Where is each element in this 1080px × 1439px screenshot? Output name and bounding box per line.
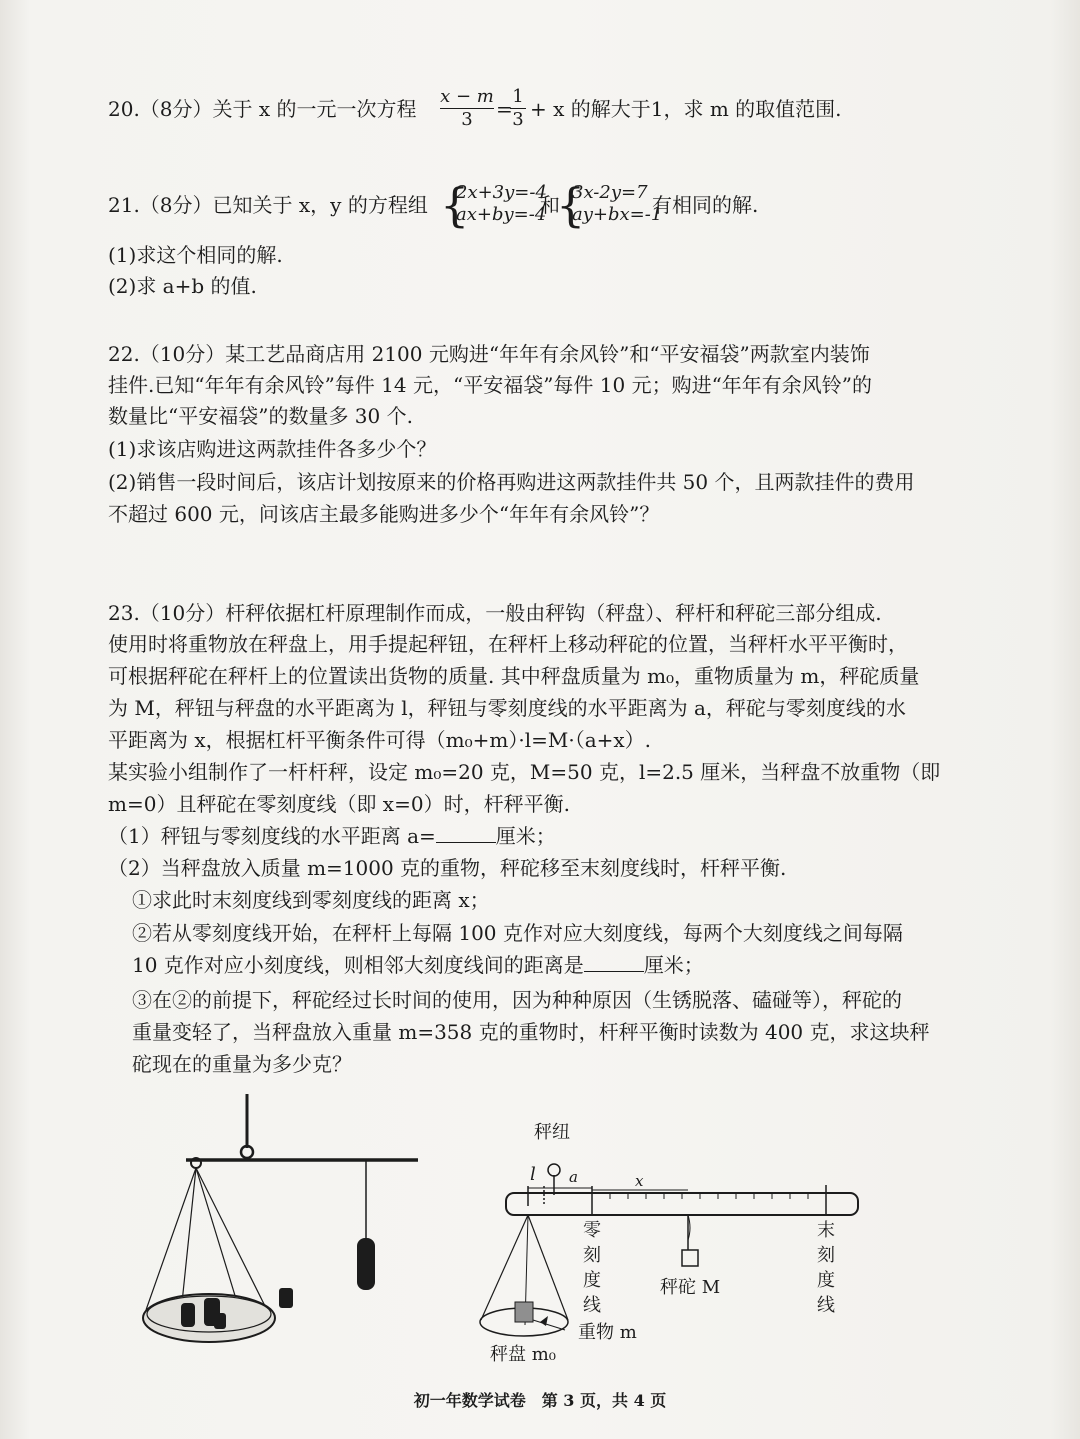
q23-line3: 可根据秤砣在秤杆上的位置读出货物的质量. 其中秤盘质量为 m₀，重物质量为 m，秤砣质量 xyxy=(108,664,920,688)
label-zero-1: 零 xyxy=(583,1220,601,1241)
label-a: a xyxy=(569,1168,578,1186)
q23-sub3-line2: 重量变轻了，当秤盘放入重量 m=358 克的重物时，杆秤平衡时读数为 400 克，求这块秤 xyxy=(132,1020,930,1044)
label-object: 重物 m xyxy=(578,1322,637,1343)
q22-line3: 数量比“平安福袋”的数量多 30 个. xyxy=(108,404,413,428)
label-pan: 秤盘 m₀ xyxy=(490,1344,557,1365)
q20-fraction-left: $\frac{x - m}{3}$ xyxy=(440,86,494,130)
label-weight: 秤砣 M xyxy=(660,1277,721,1298)
q22-line1: 22.（10分）某工艺品商店用 2100 元购进“年年有余风铃”和“平安福袋”两款室内装饰 xyxy=(108,342,870,366)
label-end-2: 刻 xyxy=(817,1245,835,1266)
q22-part1: (1)求该店购进这两款挂件各多少个？ xyxy=(108,437,437,461)
label-x: x xyxy=(635,1172,644,1190)
q21-part2: (2)求 a+b 的值. xyxy=(108,274,257,298)
q23-sub1: ①求此时末刻度线到零刻度线的距离 x； xyxy=(132,888,490,912)
label-zero-4: 线 xyxy=(583,1295,601,1316)
q23-sub2-line1: ②若从零刻度线开始，在秤杆上每隔 100 克作对应大刻度线，每两个大刻度线之间每隔 xyxy=(132,921,903,945)
label-end-3: 度 xyxy=(817,1270,835,1291)
q23-line5: 平距离为 x，根据杠杆平衡条件可得（m₀+m）·l=M·（a+x）. xyxy=(108,728,652,752)
q21-and: 和 xyxy=(540,193,560,217)
q22-part2-line2: 不超过 600 元，问该店主最多能购进多少个“年年有余风铃”？ xyxy=(108,502,660,526)
q23-line7: m=0）且秤砣在零刻度线（即 x=0）时，杆秤平衡. xyxy=(108,792,570,816)
figure-labels xyxy=(490,1122,835,1365)
q20-suffix: + x 的解大于1，求 m 的取值范围. xyxy=(530,97,842,121)
q21-system-1: 2x+3y=-4 ax+by=-4 xyxy=(456,182,547,225)
q23-sub3-line3: 砣现在的重量为多少克？ xyxy=(132,1052,352,1076)
q23-sub3-line1: ③在②的前提下，秤砣经过长时间的使用，因为种种原因（生锈脱落、磕碰等），秤砣的 xyxy=(132,988,902,1012)
q23-line2: 使用时将重物放在秤盘上，用手提起秤钮，在秤杆上移动秤砣的位置，当秤杆水平平衡时， xyxy=(108,632,908,656)
label-end-1: 末 xyxy=(817,1220,835,1241)
q22-part2-line1: (2)销售一段时间后，该店计划按原来的价格再购进这两款挂件共 50 个，且两款挂件的费用 xyxy=(108,470,915,494)
q22-line2: 挂件.已知“年年有余风铃”每件 14 元，“平安福袋”每件 10 元；购进“年年有余风铃”的 xyxy=(108,373,873,397)
q23-line4: 为 M，秤钮与秤盘的水平距离为 l，秤钮与零刻度线的水平距离为 a，秤砣与零刻度线的水 xyxy=(108,696,906,720)
steelyard-illustration xyxy=(143,1094,418,1342)
page-footer: 初一年数学试卷 第 3 页，共 4 页 xyxy=(413,1391,667,1410)
label-knob: 秤纽 xyxy=(534,1122,570,1143)
q20-prefix: 20.（8分）关于 x 的一元一次方程 xyxy=(108,97,417,121)
q21-brace-2: { xyxy=(556,178,586,232)
q23-part2: （2）当秤盘放入质量 m=1000 克的重物，秤砣移至末刻度线时，杆秤平衡. xyxy=(108,856,787,880)
q23-sub2-line2: 10 克作对应小刻度线，则相邻大刻度线间的距离是 厘米； xyxy=(132,953,704,977)
q23-line1: 23.（10分）杆秤依据杠杆原理制作而成，一般由秤钩（秤盘）、秤杆和秤砣三部分组成. xyxy=(108,601,882,625)
q20-fraction-right: $\frac{1}{3}$ xyxy=(510,86,526,131)
label-end-4: 线 xyxy=(817,1295,835,1316)
label-zero-3: 度 xyxy=(583,1270,601,1291)
q23-line6: 某实验小组制作了一杆杆秤，设定 m₀=20 克，M=50 克，l=2.5 厘米，当秤盘不放重物（即 xyxy=(108,760,941,784)
label-l: l xyxy=(530,1164,536,1185)
label-zero-2: 刻 xyxy=(583,1245,601,1266)
q21-system-2: 3x-2y=7 ay+bx=-1 xyxy=(572,182,663,225)
q21-prefix: 21.（8分）已知关于 x，y 的方程组 xyxy=(108,193,428,217)
q23-part1: （1）秤钮与零刻度线的水平距离 a= 厘米； xyxy=(108,824,556,848)
q21-part1: (1)求这个相同的解. xyxy=(108,243,283,267)
q21-brace-1: { xyxy=(440,178,470,232)
q20-equals: = xyxy=(496,97,513,121)
steelyard-diagram xyxy=(480,1164,858,1336)
q21-suffix: 有相同的解. xyxy=(652,193,759,217)
